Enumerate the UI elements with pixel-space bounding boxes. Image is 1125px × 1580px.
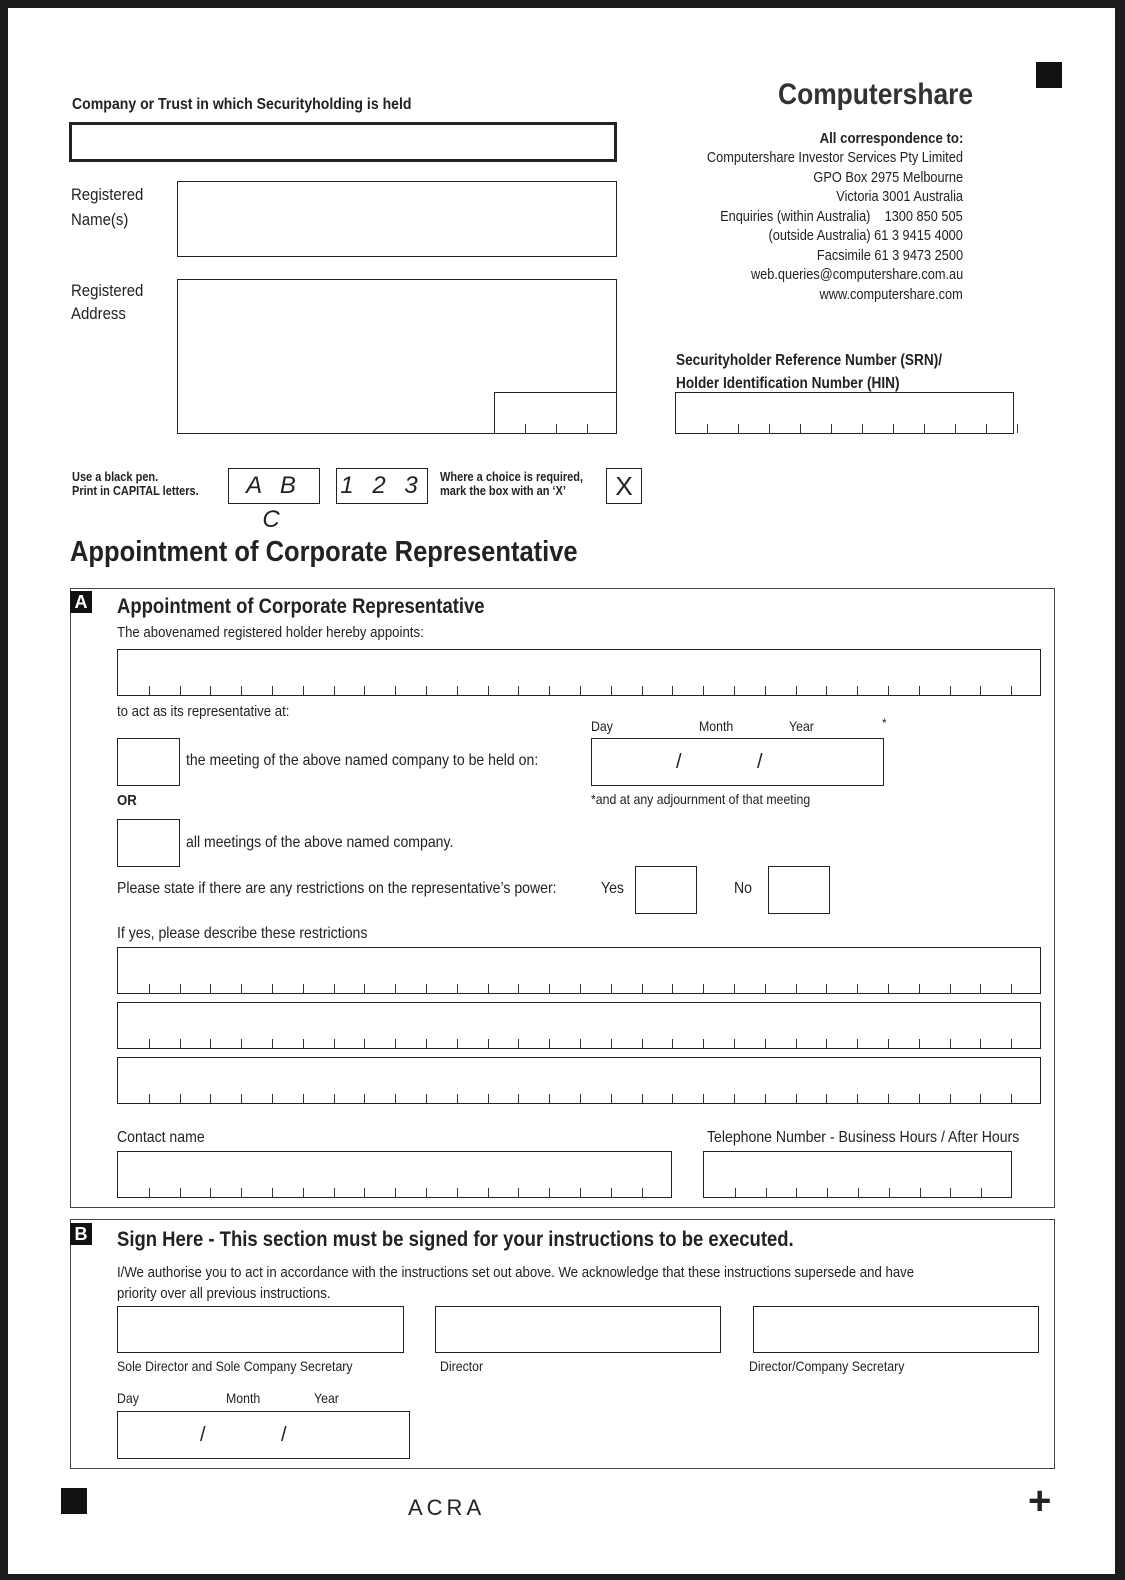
sample-x-box: X xyxy=(606,468,642,504)
registration-plus-mark: + xyxy=(1028,1479,1052,1523)
restrictions-no-checkbox[interactable] xyxy=(768,866,830,914)
correspondence-line: Enquiries (within Australia) 1300 850 505 xyxy=(720,208,963,225)
page-title: Appointment of Corporate Representative xyxy=(70,536,578,568)
signature-sole-director-field[interactable] xyxy=(117,1306,404,1353)
form-page xyxy=(8,8,1115,1574)
restrictions-line-3[interactable] xyxy=(117,1057,1041,1104)
date-separator: / xyxy=(281,1424,287,1446)
restrictions-question: Please state if there are any restrictions on the representative’s power: xyxy=(117,880,557,897)
restrictions-line-2[interactable] xyxy=(117,1002,1041,1049)
date-day-label: Day xyxy=(591,718,613,734)
describe-restrictions-label: If yes, please describe these restrictions xyxy=(117,925,368,942)
registered-address-label: Registered Address xyxy=(71,281,144,323)
signature-director-label: Director xyxy=(440,1358,484,1374)
computershare-logo: Computershare xyxy=(778,78,974,111)
all-meetings-checkbox[interactable] xyxy=(117,819,180,867)
specific-meeting-checkbox[interactable] xyxy=(117,738,180,786)
section-b-heading: Sign Here - This section must be signed for your instructions to be executed. xyxy=(117,1228,794,1251)
sample-numbers-box: 1 2 3 xyxy=(336,468,428,504)
registration-mark-bottom-left xyxy=(61,1488,87,1514)
correspondence-line: GPO Box 2975 Melbourne xyxy=(813,169,963,186)
no-label: No xyxy=(734,880,752,897)
date-separator: / xyxy=(200,1424,206,1446)
date-separator: / xyxy=(676,751,682,773)
company-label: Company or Trust in which Securityholding is held xyxy=(72,96,412,113)
date-separator: / xyxy=(757,751,763,773)
correspondence-line: Computershare Investor Services Pty Limited xyxy=(706,150,963,166)
correspondence-heading: All correspondence to: xyxy=(819,130,963,147)
correspondence-line: www.computershare.com xyxy=(819,286,963,303)
yes-label: Yes xyxy=(601,880,624,897)
contact-name-field[interactable] xyxy=(117,1151,672,1198)
registration-mark-top-right xyxy=(1036,62,1062,88)
srn-field[interactable] xyxy=(675,392,1014,434)
postcode-field[interactable] xyxy=(494,392,617,434)
sign-date-year-label: Year xyxy=(314,1390,339,1406)
adjournment-note: *and at any adjournment of that meeting xyxy=(591,791,811,807)
sign-date-day-label: Day xyxy=(117,1390,139,1406)
section-b-marker: B xyxy=(70,1223,92,1245)
representative-name-field[interactable] xyxy=(117,649,1041,696)
all-meetings-label: all meetings of the above named company. xyxy=(186,834,454,851)
authorisation-text: I/We authorise you to act in accordance with the instructions set out above. We acknowledge that these instructions supersede and have priority over all previous instructions. xyxy=(117,1264,915,1302)
pen-instructions: Use a black pen. Print in CAPITAL letters. xyxy=(72,470,199,498)
specific-meeting-label: the meeting of the above named company to be held on: xyxy=(186,752,539,769)
sign-date-field[interactable] xyxy=(117,1411,410,1459)
asterisk-mark: * xyxy=(882,716,887,730)
correspondence-line: (outside Australia) 61 3 9415 4000 xyxy=(768,228,963,244)
section-a-heading: Appointment of Corporate Representative xyxy=(117,595,485,618)
correspondence-line: Victoria 3001 Australia xyxy=(836,189,963,205)
form-code: ACRA xyxy=(408,1495,486,1520)
date-year-label: Year xyxy=(789,718,814,734)
restrictions-line-1[interactable] xyxy=(117,947,1041,994)
date-month-label: Month xyxy=(699,718,734,734)
or-label: OR xyxy=(117,792,137,809)
signature-director-field[interactable] xyxy=(435,1306,721,1353)
sample-letters-box: A B C xyxy=(228,468,320,504)
signature-director-secretary-label: Director/Company Secretary xyxy=(749,1358,905,1374)
correspondence-line: web.queries@computershare.com.au xyxy=(750,267,963,283)
section-a-marker: A xyxy=(70,591,92,613)
correspondence-line: Facsimile 61 3 9473 2500 xyxy=(816,247,963,264)
signature-sole-director-label: Sole Director and Sole Company Secretary xyxy=(117,1358,353,1374)
company-field[interactable] xyxy=(69,122,617,162)
telephone-field[interactable] xyxy=(703,1151,1012,1198)
registered-names-field[interactable] xyxy=(177,181,617,257)
restrictions-yes-checkbox[interactable] xyxy=(635,866,697,914)
sign-date-month-label: Month xyxy=(226,1390,261,1406)
section-a-intro: The abovenamed registered holder hereby appoints: xyxy=(117,624,424,641)
contact-name-label: Contact name xyxy=(117,1129,205,1146)
registered-names-label: Registered Name(s) xyxy=(71,185,144,229)
meeting-date-field[interactable] xyxy=(591,738,884,786)
signature-director-secretary-field[interactable] xyxy=(753,1306,1039,1353)
choice-instructions: Where a choice is required, mark the box with an ‘X’ xyxy=(440,470,584,498)
srn-label: Securityholder Reference Number (SRN)/ Holder Identification Number (HIN) xyxy=(676,352,943,392)
telephone-label: Telephone Number - Business Hours / After Hours xyxy=(707,1129,1020,1146)
act-as-label: to act as its representative at: xyxy=(117,703,290,720)
